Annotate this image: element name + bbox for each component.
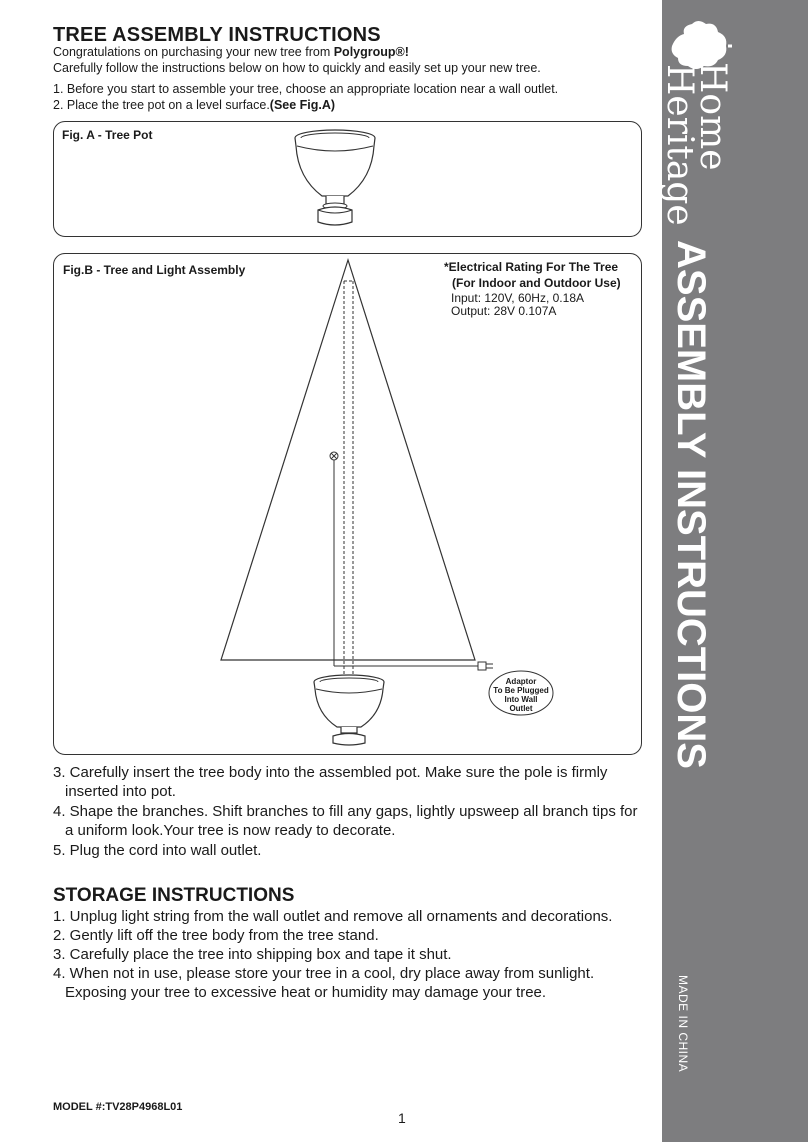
step-4-line1: 4. Shape the branches. Shift branches to fill any gaps, lightly upsweep all branch tips for (53, 803, 638, 820)
adaptor-label (489, 677, 553, 713)
step-4 (53, 802, 653, 840)
brand-heritage: Heritage (659, 64, 700, 226)
page-title: TREE ASSEMBLY INSTRUCTIONS (53, 24, 381, 46)
step-1: 1. Before you start to assemble your tree, choose an appropriate location near a wall outlet. (53, 82, 559, 96)
step-3 (53, 763, 653, 801)
tree-pot-illustration (290, 128, 380, 232)
electrical-output: Output: 28V 0.107A (451, 304, 557, 318)
step-2 (53, 98, 335, 112)
step-2-text: 2. Place the tree pot on a level surface. (53, 98, 270, 112)
tree-outline (221, 260, 475, 660)
fig-b-label: Fig.B - Tree and Light Assembly (63, 263, 246, 277)
storage-item-4 (53, 964, 653, 1002)
congrats-text: Congratulations on purchasing your new tree from (53, 45, 334, 59)
brand-name: Polygroup®! (333, 45, 409, 59)
adaptor-line: To Be Plugged (493, 686, 549, 695)
storage-item-4-line2: Exposing your tree to excessive heat or humidity may damage your tree. (65, 984, 547, 1001)
electrical-title: *Electrical Rating For The Tree (444, 260, 619, 274)
intro-congrats (53, 45, 409, 59)
adaptor-line: Outlet (509, 704, 533, 713)
storage-item-1: 1. Unplug light string from the wall outlet and remove all ornaments and decorations. (53, 908, 613, 925)
storage-item-3: 3. Carefully place the tree into shipping box and tape it shut. (53, 946, 452, 963)
step-3-line2: inserted into pot. (65, 783, 176, 800)
step-3-line1: 3. Carefully insert the tree body into the assembled pot. Make sure the pole is firmly (53, 764, 608, 781)
step-5: 5. Plug the cord into wall outlet. (53, 842, 262, 859)
brand-home: Home (692, 62, 733, 171)
plug-icon (478, 662, 486, 670)
storage-title: STORAGE INSTRUCTIONS (53, 885, 295, 906)
storage-item-2: 2. Gently lift off the tree body from the tree stand. (53, 927, 379, 944)
adaptor-line: Into Wall (504, 695, 538, 704)
intro-follow: Carefully follow the instructions below on how to quickly and easily set up your new tree. (53, 61, 541, 75)
adaptor-line: Adaptor (505, 677, 537, 686)
fig-b-pot (314, 675, 384, 745)
model-number: MODEL #:TV28P4968L01 (53, 1101, 183, 1113)
sidebar-title: ASSEMBLY INSTRUCTIONS (669, 240, 713, 769)
made-in-china: MADE IN CHINA (676, 975, 690, 1073)
electrical-input: Input: 120V, 60Hz, 0.18A (451, 291, 584, 305)
fig-a-label: Fig. A - Tree Pot (62, 128, 153, 142)
storage-item-4-line1: 4. When not in use, please store your tree in a cool, dry place away from sunlight. (53, 965, 595, 982)
page-number: 1 (398, 1110, 406, 1126)
step-2-ref: (See Fig.A) (269, 98, 336, 112)
electrical-subtitle: (For Indoor and Outdoor Use) (452, 276, 621, 290)
step-4-line2: a uniform look.Your tree is now ready to decorate. (65, 822, 396, 839)
